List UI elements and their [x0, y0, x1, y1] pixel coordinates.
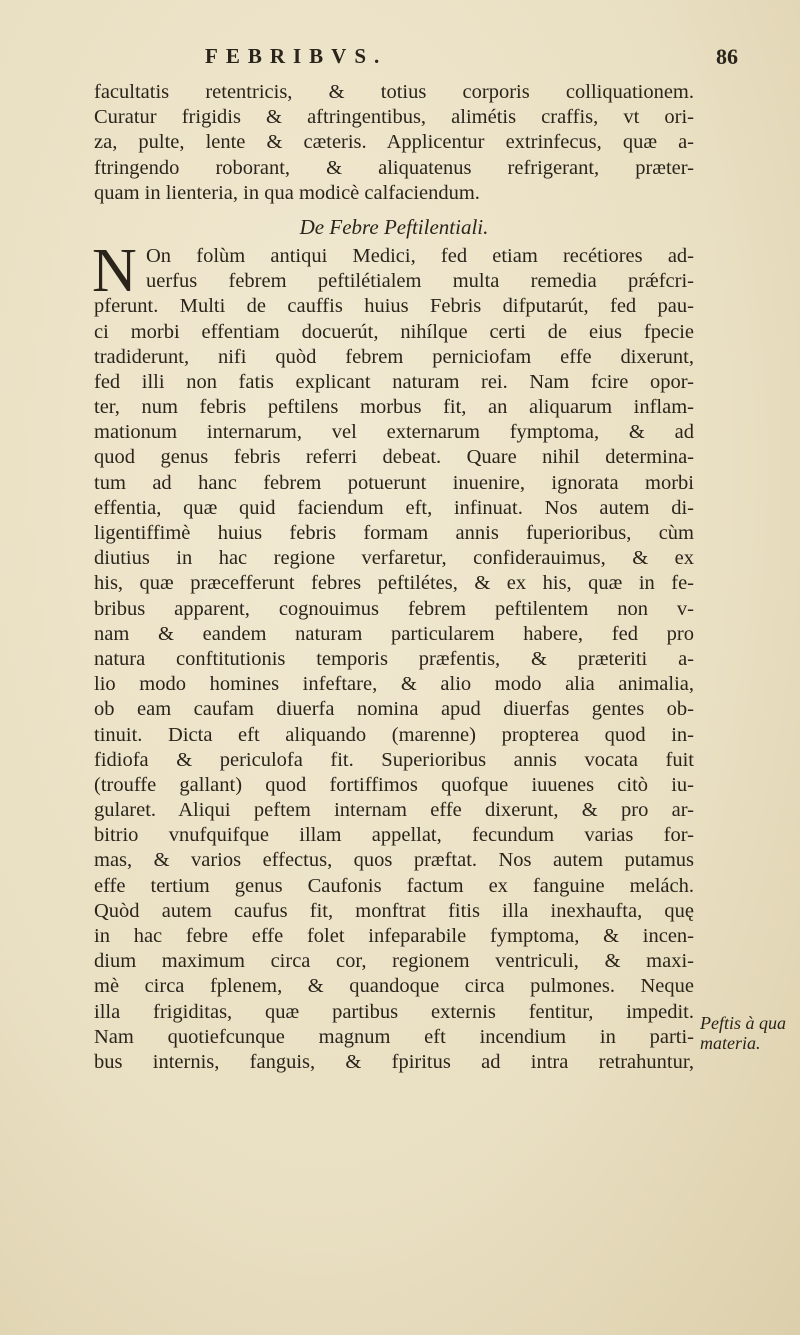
- text-line: mè circa fplenem, & quandoque circa pulmones. Neque: [94, 975, 694, 998]
- text-line: effentia, quæ quid faciendum eft, infinuat. Nos autem di-: [94, 496, 694, 519]
- text-line: bitrio vnufquifque illam appellat, fecundum varias for-: [94, 824, 694, 847]
- text-line: quam in lienteria, in qua modicè calfaciendum.: [94, 181, 480, 204]
- text-line: Curatur frigidis & aftringentibus, alimétis craffis, vt ori-: [94, 106, 694, 129]
- text-line: bribus apparent, cognouimus febrem peftilentem non v-: [94, 597, 694, 620]
- text-line: natura conftitutionis temporis præfentis, & præteriti a-: [94, 647, 694, 670]
- text-line: fed illi non fatis explicant naturam rei. Nam fcire opor-: [94, 370, 694, 393]
- text-line: ob eam caufam diuerfa nomina apud diuerfas gentes ob-: [94, 698, 694, 721]
- text-line: facultatis retentricis, & totius corporis colliquationem.: [94, 81, 694, 103]
- text-line: effe tertium genus Caufonis factum ex fanguine melách.: [94, 874, 694, 897]
- text-line: tum ad hanc febrem potuerunt inuenire, ignorata morbi: [94, 471, 694, 494]
- marginal-note-line: Peftis à qua: [700, 1013, 786, 1033]
- text-line: ci morbi effentiam docuerút, nihílque certi de eius fpecie: [94, 320, 694, 343]
- text-block: [94, 80, 694, 1075]
- marginal-note: [700, 1013, 800, 1053]
- text-line: tinuit. Dicta eft aliquando (marenne) propterea quod in-: [94, 723, 694, 746]
- text-line: Nam quotiefcunque magnum eft incendium in parti-: [94, 1025, 694, 1048]
- text-line: lio modo homines infeftare, & alio modo alia animalia,: [94, 673, 694, 696]
- page-number: 86: [716, 44, 738, 69]
- text-line: diutius in hac regione verfaretur, confiderauimus, & ex: [94, 547, 694, 570]
- text-line: ligentiffimè huius febris formam annis fuperioribus, cùm: [94, 522, 694, 544]
- text-line: ftringendo roborant, & aliquatenus refrigerant, præter-: [94, 156, 694, 179]
- text-line: dium maximum circa cor, regionem ventriculi, & maxi-: [94, 950, 694, 973]
- text-line: bus internis, fanguis, & fpiritus ad intra retrahuntur,: [94, 1050, 694, 1073]
- text-line: fidiofa & periculofa fit. Superioribus annis vocata fuit: [94, 748, 694, 771]
- text-line: quod genus febris referri debeat. Quare nihil determina-: [94, 446, 694, 469]
- marginal-note-line: materia.: [700, 1033, 761, 1053]
- drop-cap: N: [92, 236, 137, 305]
- text-line: (trouffe gallant) quod fortiffimos quofque iuuenes citò iu-: [94, 773, 694, 796]
- text-line: ter, num febris peftilens morbus fit, an aliquarum inflam-: [94, 396, 694, 419]
- text-line: in hac febre effe folet infeparabile fymptoma, & incen-: [94, 925, 694, 947]
- text-line: mas, & varios effectus, quos præftat. Nos autem putamus: [94, 849, 694, 872]
- running-title: FEBRIBVS.: [205, 44, 388, 68]
- text-line: uerfus febrem peftilétialem multa remedia prǽfcri-: [146, 270, 694, 293]
- text-line: gularet. Aliqui peftem internam effe dixerunt, & pro ar-: [94, 799, 694, 822]
- intro-paragraph: [94, 80, 694, 206]
- text-line: tradiderunt, nifi quòd febrem perniciofam effe dixerunt,: [94, 345, 694, 368]
- running-head: [0, 44, 800, 74]
- text-line: On folùm antiqui Medici, fed etiam recétiores ad-: [146, 244, 694, 267]
- section-body: [92, 236, 694, 1075]
- section-heading: De Febre Peftilentiali.: [299, 214, 489, 239]
- text-line: pferunt. Multi de cauffis huius Febris difputarút, fed pau-: [94, 295, 694, 318]
- text-line: za, pulte, lente & cæteris. Applicentur extrinfecus, quæ a-: [94, 131, 694, 154]
- text-line: mationum internarum, vel externarum fymptoma, & ad: [94, 421, 694, 444]
- text-line: his, quæ præcefferunt febres peftilétes, & ex his, quæ in fe-: [94, 572, 694, 595]
- text-line: nam & eandem naturam particularem habere, fed pro: [94, 622, 694, 645]
- text-line: Quòd autem caufus fit, monftrat fitis illa inexhaufta, quę: [94, 899, 694, 922]
- text-line: illa frigiditas, quæ partibus externis fentitur, impedit.: [94, 1000, 694, 1023]
